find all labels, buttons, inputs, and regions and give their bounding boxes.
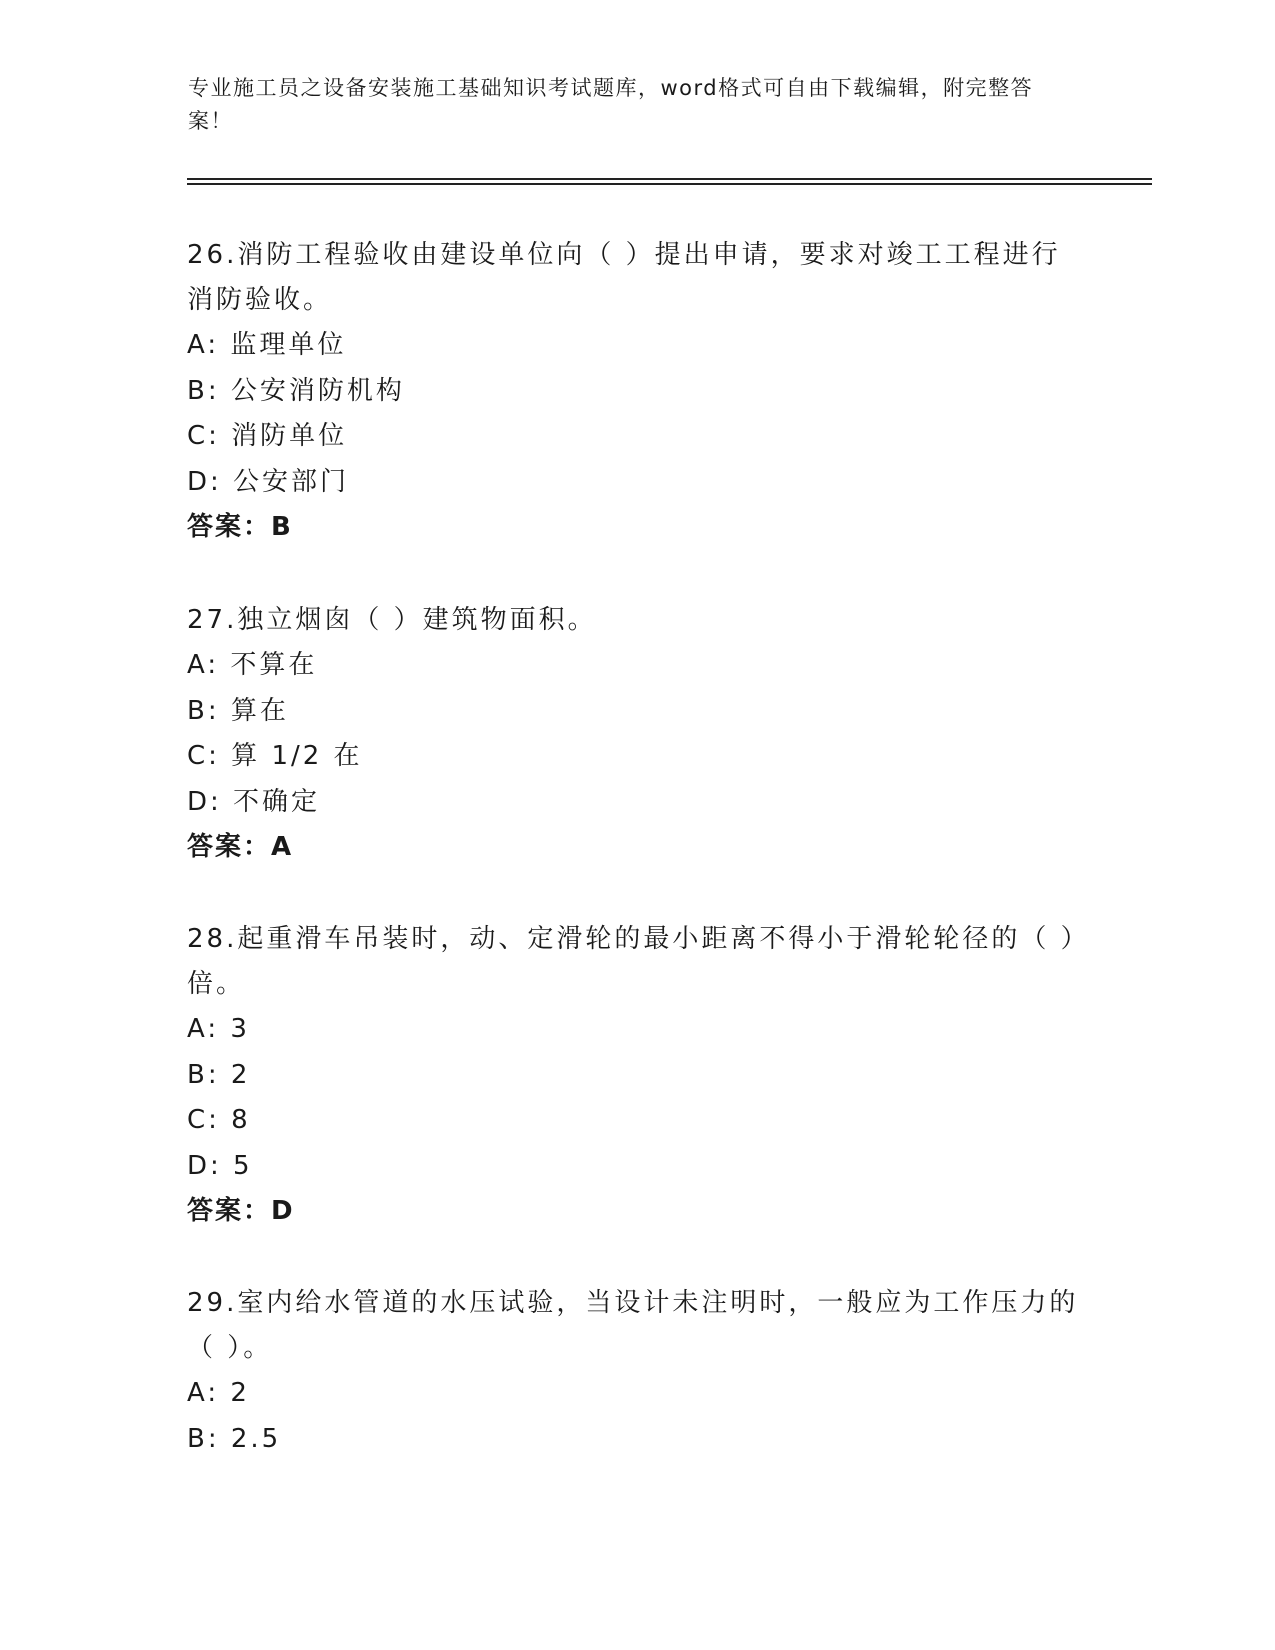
header-divider-top [187, 178, 1152, 180]
answer: 答案：D [187, 1196, 295, 1226]
option-a: A: 监理单位 [187, 330, 347, 360]
option-c: C: 8 [187, 1105, 251, 1135]
option-a: A: 3 [187, 1014, 250, 1044]
option-b: B: 2 [187, 1059, 251, 1090]
question-stem: 28.起重滑车吊装时，动、定滑轮的最小距离不得小于滑轮轮径的（ ）倍。 [187, 924, 1077, 999]
answer: 答案：A [187, 832, 294, 862]
answer: 答案：B [187, 512, 293, 542]
question-26 [187, 233, 1087, 550]
question-29 [187, 1281, 1087, 1462]
option-b: B: 公安消防机构 [187, 375, 405, 406]
option-a: A: 2 [187, 1378, 250, 1408]
question-28 [187, 917, 1087, 1234]
option-c: C: 算 1/2 在 [187, 741, 363, 771]
question-27 [187, 598, 1087, 870]
option-d: D: 不确定 [187, 786, 321, 817]
question-stem: 26.消防工程验收由建设单位向（ ）提出申请，要求对竣工工程进行消防验收。 [187, 240, 1061, 315]
option-d: D: 公安部门 [187, 466, 350, 497]
option-a: A: 不算在 [187, 650, 318, 680]
question-stem: 27.独立烟囱（ ）建筑物面积。 [187, 605, 597, 635]
header-divider-bottom [187, 183, 1152, 185]
option-b: B: 2.5 [187, 1423, 282, 1454]
question-stem: 29.室内给水管道的水压试验，当设计未注明时，一般应为工作压力的（ ）。 [187, 1288, 1079, 1363]
option-b: B: 算在 [187, 695, 289, 726]
option-d: D: 5 [187, 1150, 253, 1181]
option-c: C: 消防单位 [187, 421, 348, 451]
document-header: 专业施工员之设备安装施工基础知识考试题库，word格式可自由下载编辑，附完整答案！ [188, 76, 1034, 133]
